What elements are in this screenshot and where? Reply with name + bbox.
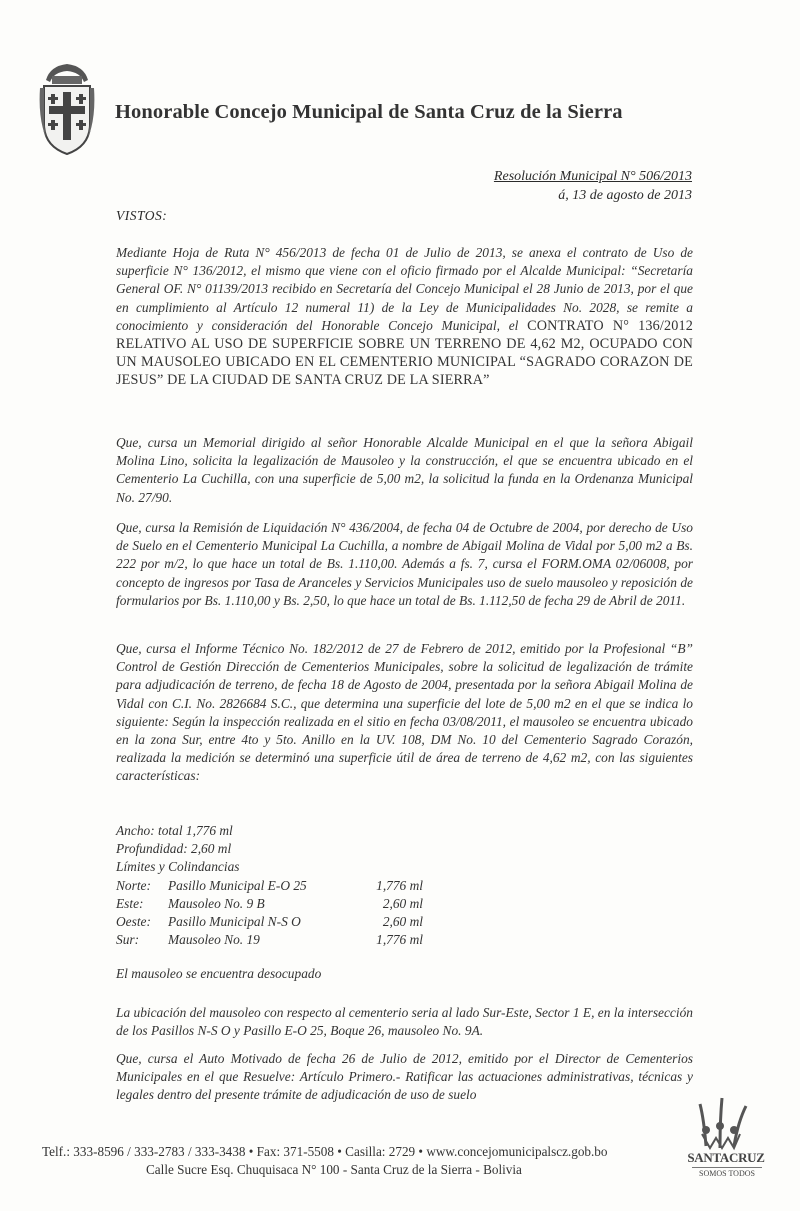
contract-title: CONTRATO N° 136/2012 RELATIVO AL USO DE SUPERFICIE SOBRE UN TERRENO DE 4,62 M2, OCUPADO CON UN MAUSOLEO UBICADO EN EL CEMENTERIO MUNICIPAL “SAGRADO CORAZON DE JESUS” DE LA CIUDAD DE SANTA CRUZ DE LA SIERRA” — [116, 317, 693, 389]
depth-line: Profundidad: 2,60 ml — [116, 841, 232, 857]
paragraph-ubicacion: La ubicación del mausoleo con respecto al cementerio seria al lado Sur-Este, Sector 1 E, en la intersección de los Pasillos N-S O y Pasillo E-O 25, Boque 26, mausoleo No. 9A. — [116, 1005, 693, 1039]
limit-value: 2,60 ml — [382, 895, 423, 911]
footer-address: Calle Sucre Esq. Chuquisaca N° 100 - Santa Cruz de la Sierra - Bolivia — [146, 1162, 522, 1177]
limit-desc: Pasillo Municipal N-S O — [168, 914, 301, 930]
paragraph-memorial: Que, cursa un Memorial dirigido al señor Honorable Alcalde Municipal en el que la señora Abigail Molina Lino, solicita la legalización de Mausoleo y la construcción, el que se encuentra ubicado en el Cementerio La Cuchilla, con una superficie de 5,00 m2, la solicitud la funda en la Ordenanza Municipal No. 27/90. — [116, 435, 693, 505]
limit-row — [116, 877, 536, 895]
resolution-date: á, 13 de agosto de 2013 — [558, 188, 692, 203]
limit-row — [116, 913, 536, 931]
vistos-heading: VISTOS: — [116, 208, 168, 223]
limits-title: Límites y Colindancias — [116, 859, 240, 875]
footer-contact: Telf.: 333-8596 / 333-2783 / 333-3438 • Fax: 371-5508 • Casilla: 2729 • www.concejomunicipalscz.gob.bo — [42, 1144, 608, 1159]
measurements-list — [116, 822, 536, 949]
resolution-number: Resolución Municipal N° 506/2013 — [493, 169, 692, 184]
limit-side: Oeste: — [116, 914, 151, 930]
limit-side: Norte: — [116, 877, 151, 893]
limit-value: 1,776 ml — [376, 877, 423, 893]
limit-side: Este: — [116, 895, 144, 911]
limit-row — [116, 931, 536, 949]
limit-desc: Pasillo Municipal E-O 25 — [168, 877, 307, 893]
width-line: Ancho: total 1,776 ml — [116, 823, 233, 838]
limit-desc: Mausoleo No. 19 — [168, 932, 260, 948]
paragraph-liquidacion: Que, cursa la Remisión de Liquidación N° 436/2004, de fecha 04 de Octubre de 2004, por derecho de Uso de Suelo en el Cementerio Municipal La Cuchilla, a nombre de Abigail Molina de Vidal por 5,00 m2 a Bs. 222 por m/2, lo que hace un total de Bs. 1.110,00. Además a fs. 7, cursa el FORM.OMA 02/06008, por concepto de ingresos por Tasa de Aranceles y Servicios Municipales uso de suelo mausoleo y reposición de formularios por Bs. 1.110,00 y Bs. 2,50, lo que hace un total de Bs. 1.112,50 de fecha 29 de Abril de 2011. — [116, 520, 693, 608]
limit-row — [116, 895, 536, 913]
limit-value: 2,60 ml — [382, 914, 423, 930]
limit-desc: Mausoleo No. 9 B — [168, 895, 265, 911]
footer — [42, 1143, 608, 1179]
paragraph-auto-motivado: Que, cursa el Auto Motivado de fecha 26 de Julio de 2012, emitido por el Director de Cementerios Municipales en el que Resuelve: Artículo Primero.- Ratificar las actuaciones administrativas, técnicas y legales dentro del presente trámite de adjudicación de uso de suelo — [116, 1051, 693, 1103]
logo-tagline: SOMOS TODOS — [692, 1167, 762, 1178]
limit-side: Sur: — [116, 932, 140, 948]
limit-value: 1,776 ml — [376, 932, 423, 948]
logo-wordmark: SANTACRUZ — [687, 1150, 765, 1165]
resolution-block — [494, 167, 692, 205]
paragraph-informe-tecnico: Que, cursa el Informe Técnico No. 182/2012 de 27 de Febrero de 2012, emitido por la Profesional “B” Control de Gestión Dirección de Cementerios Municipales, sobre la solicitud de legalización de trámite para adjudicación de terreno, de fecha 18 de Agosto de 2004, presentada por la señora Abigail Molina de Vidal con C.I. No. 2826684 S.C., que determina una superficie del lote de 5,00 m2 en el que se indica lo siguiente: Según la inspección realizada en el sitio en fecha 03/08/2011, el mausoleo se encuentra ubicado en la zona Sur, entre 4to y 5to. Anillo en la UV. 108, DM No. 10 del Cementerio Sagrado Corazón, realizada la medición se determinó una superficie útil de área de terreno de 4,62 m2, con las siguientes características: — [116, 641, 693, 784]
organization-title: Honorable Concejo Municipal de Santa Cruz de la Sierra — [115, 101, 623, 123]
paragraph-intro — [116, 244, 693, 390]
coat-of-arms-icon — [36, 58, 98, 156]
paragraph-intro-text: Mediante Hoja de Ruta N° 456/2013 de fecha 01 de Julio de 2013, se anexa el contrato de Uso de superficie N° 136/2012, el mismo que viene con el oficio firmado por el Alcalde Municipal: “Secretaría General OF. N° 01139/2013 recibido en Secretaría del Concejo Municipal el 28 Junio de 2013, por el que en cumplimiento al Artículo 12 numeral 11) de la Ley de Municipalidades No. 2028, se remite a conocimiento y consideración del Honorable Concejo Municipal, el — [116, 245, 693, 333]
paragraph-desocupado: El mausoleo se encuentra desocupado — [116, 966, 322, 981]
